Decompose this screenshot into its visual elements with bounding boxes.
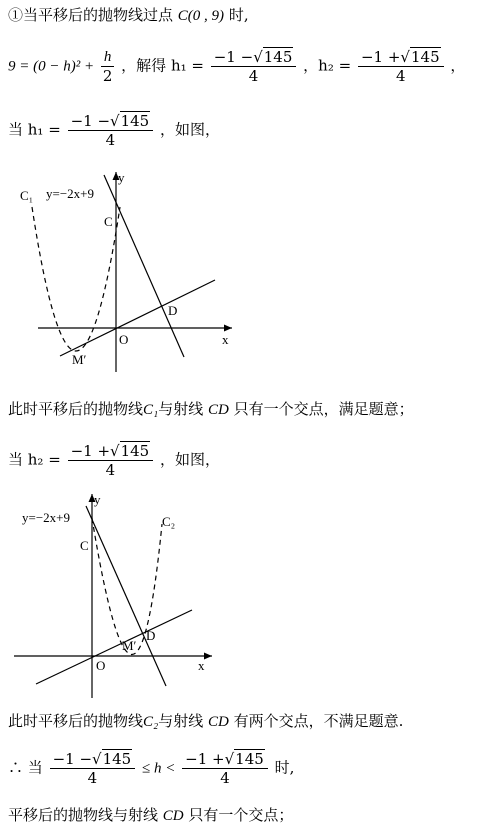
frac-den: 2 (102, 67, 113, 85)
label-c: C (80, 538, 89, 553)
frac-num-a: −1 + (185, 750, 225, 768)
frac-den: 4 (396, 67, 406, 85)
res1-e: 只有一个交点，满足题意； (233, 400, 414, 418)
res1-c: 与射线 (158, 400, 204, 418)
res1-ray: CD (208, 402, 229, 418)
point-c: C(0 , 9) (177, 8, 225, 24)
label-y: y (94, 492, 101, 507)
line-od (36, 610, 192, 684)
frac-den: 4 (220, 769, 230, 787)
label-y: y (118, 170, 125, 185)
frac-num-a: −1 + (70, 442, 111, 460)
case-intro-line (8, 4, 249, 25)
fraction-h2: $\frac{-1 +√145}{4}$ (68, 442, 154, 479)
label-o: O (96, 658, 106, 673)
label-m: M′ (122, 638, 137, 653)
res1-a: 此时平移后的抛物线 (8, 400, 144, 418)
eq-left: 9 = (0 − h)² + (8, 58, 95, 75)
frac-den: 4 (105, 131, 116, 149)
sqrt-value: 145 (263, 48, 293, 66)
sqrt-value: 145 (120, 112, 150, 130)
fraction-h1: $\frac{-1 -√145}{4}$ (211, 48, 297, 85)
case1-post: ，如图， (160, 120, 221, 139)
fraction-h2: $\frac{-1 +√145}{4}$ (182, 750, 268, 787)
final-a: 平移后的抛物线与射线 (8, 806, 159, 824)
frac-num-a: −1 − (70, 112, 111, 130)
frac-num: h (101, 48, 115, 67)
intro-end: 时, (228, 6, 249, 24)
figure-2 (0, 488, 260, 703)
res2-curve: C₂ (143, 714, 159, 730)
res2-ray: CD (208, 714, 229, 730)
label-d: D (168, 303, 178, 318)
sqrt-value: 145 (102, 750, 132, 768)
case1-line (8, 112, 220, 149)
x-axis-arrow (204, 653, 212, 660)
label-o: O (119, 332, 129, 347)
label-c2: C₂ (162, 514, 176, 529)
eq-mid: ，解得 h₁ = (121, 56, 204, 75)
frac-den: 4 (248, 67, 259, 85)
conclusion-line (8, 750, 294, 787)
final-ray: CD (162, 808, 184, 824)
case1-pre: 当 h₁ = (8, 120, 61, 139)
sqrt-value: 145 (235, 750, 264, 768)
x-axis-arrow (224, 325, 232, 332)
case2-line (8, 442, 220, 479)
frac-num-a: −1 + (360, 48, 401, 66)
concl-pre: ∴ 当 (8, 758, 43, 777)
result2-line (8, 710, 403, 731)
frac-num-a: −1 − (213, 48, 254, 66)
res2-a: 此时平移后的抛物线 (8, 712, 144, 730)
res2-c: 与射线 (158, 712, 204, 730)
case2-pre: 当 h₂ = (8, 450, 61, 469)
line-od (60, 280, 215, 356)
fraction-h-over-2 (101, 48, 115, 85)
eq-sep: ，h₂ = (303, 56, 352, 75)
equation-line (8, 48, 465, 85)
eq-end: ， (450, 56, 466, 75)
result1-line (8, 398, 414, 419)
frac-den: 4 (87, 769, 98, 787)
fraction-h1: $\frac{-1 -√145}{4}$ (50, 750, 136, 787)
case2-post: ，如图， (160, 450, 221, 469)
concl-mid: ≤ h < (142, 760, 176, 777)
label-m: M′ (72, 352, 87, 367)
intro-text: ①当平移后的抛物线过点 (8, 6, 174, 24)
label-line: y=−2x+9 (46, 186, 94, 201)
frac-num-a: −1 − (52, 750, 93, 768)
figure-1 (0, 160, 260, 380)
sqrt-value: 145 (120, 442, 150, 460)
label-d: D (146, 628, 156, 643)
frac-den: 4 (105, 461, 116, 479)
label-x: x (222, 332, 229, 347)
concl-post: 时, (274, 758, 295, 777)
sqrt-value: 145 (410, 48, 440, 66)
fraction-h1: $\frac{-1 -√145}{4}$ (68, 112, 154, 149)
res2-e: 有两个交点，不满足题意. (233, 712, 404, 730)
final-c: 只有一个交点； (188, 806, 294, 824)
final-line (8, 804, 293, 825)
label-c: C (104, 214, 113, 229)
label-c1: C₁ (20, 188, 34, 203)
label-x: x (198, 658, 205, 673)
fraction-h2: $\frac{-1 +√145}{4}$ (358, 48, 444, 85)
label-line: y=−2x+9 (22, 510, 70, 525)
res1-curve: C₁ (143, 402, 159, 418)
